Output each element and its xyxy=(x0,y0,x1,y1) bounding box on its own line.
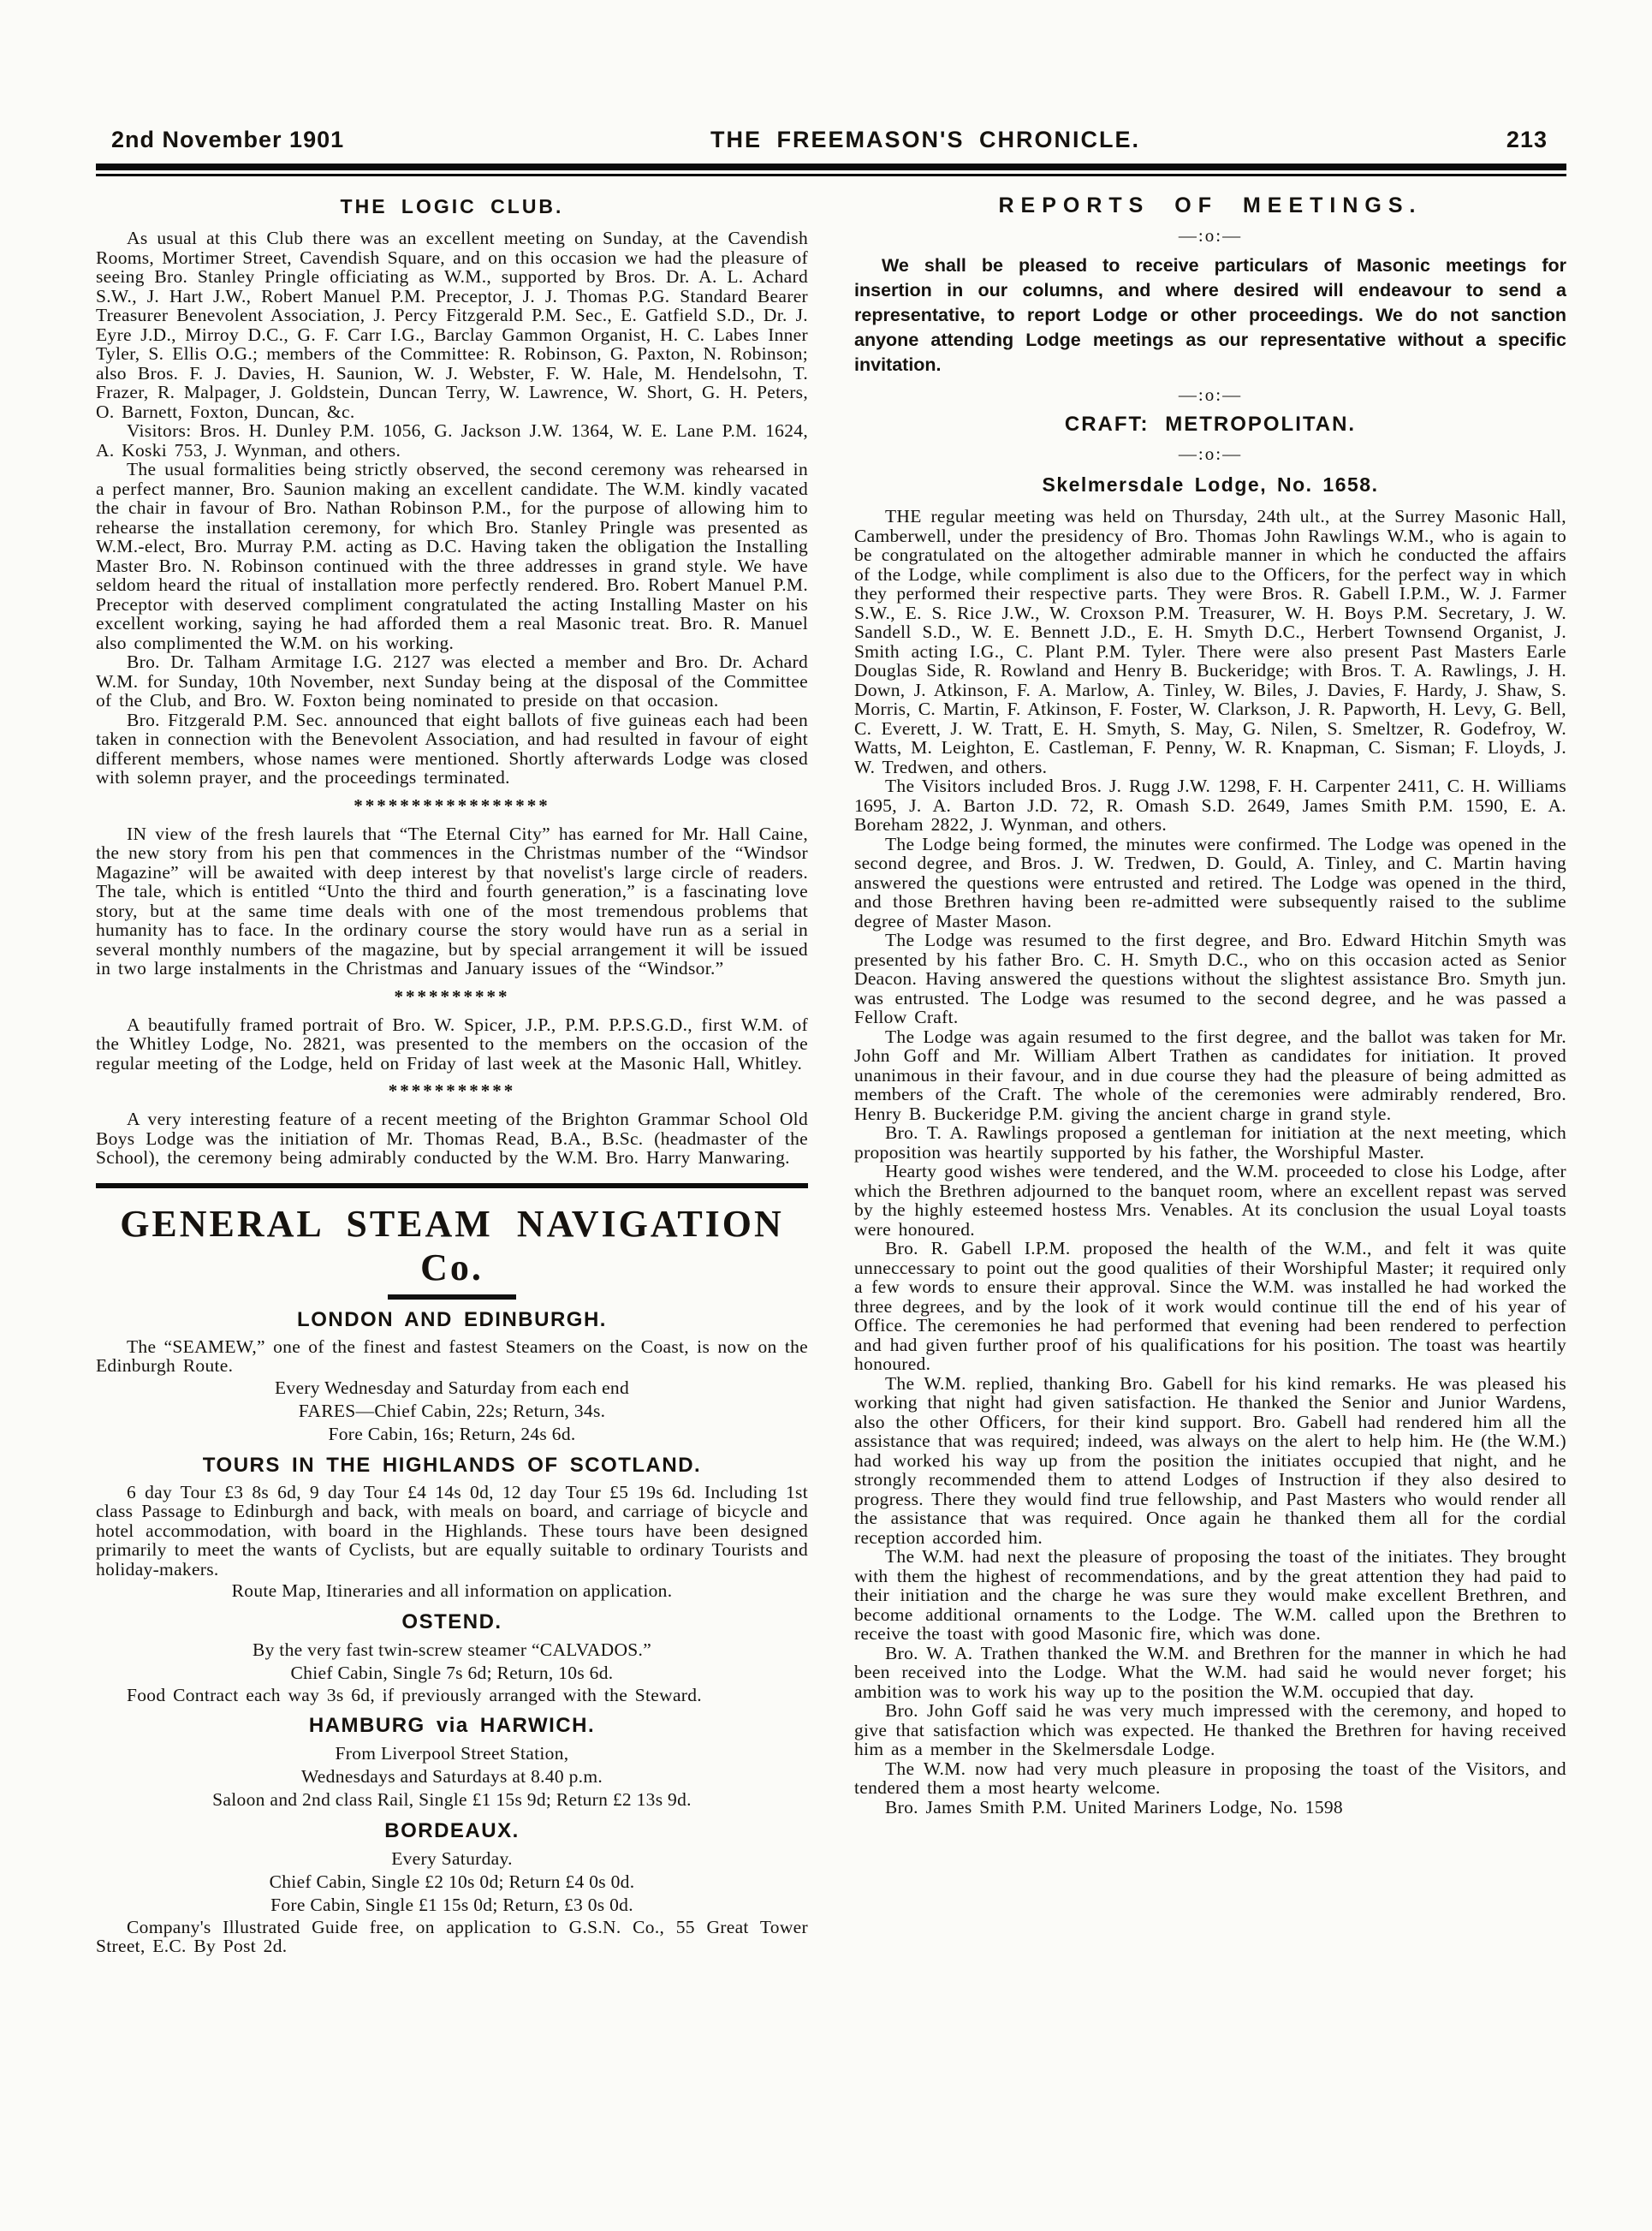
asterisk-divider: *********** xyxy=(388,1080,516,1101)
gsn-london-heading: LONDON AND EDINBURGH. xyxy=(297,1307,607,1331)
gsn-food-paragraph: Food Contract each way 3s 6d, if previously arranged with the Steward. xyxy=(127,1685,702,1705)
skelmersdale-paragraph: The W.M. now had very much pleasure in proposing the toast of the Visitors, and tendered them a most hearty welcome. xyxy=(854,1758,1566,1798)
skelmersdale-paragraph: The Visitors included Bros. J. Rugg J.W. 1298, F. H. Carpenter 2411, C. H. Williams 1695, J. A. Barton J.D. 72, R. Omash S.D. 2649, James Smith P.M. 1590, E. A. Boreham 2822, J. Wynman, and others. xyxy=(854,776,1566,835)
gsn-hamburg-line: From Liverpool Street Station, xyxy=(335,1742,569,1764)
skelmersdale-paragraph: The Lodge was again resumed to the first degree, and the ballot was taken for Mr. John Goff and Mr. William Albert Trathen as candidates for initiation. It proved unanimous in their favour, and in due course they had the pleasure of being admitted as members of the Craft. The whole of the ceremonies were admirably rendered, Bro. Henry B. Buckeridge P.M. giving the ancient charge in grand style. xyxy=(854,1026,1566,1124)
skelmersdale-paragraph: Bro. R. Gabell I.P.M. proposed the health of the W.M., and felt it was quite unneccessary to point out the good qualities of their Worshipful Master; it required only a few words to ensure their approval. Since the W.M. was installed he had worked the three degrees, and by the look of it work would continue till the end of his year of Office. The ceremonies he had performed that evening had been rendered to perfection and had given further proof of his qualifications for his position. The toast was heartily honoured. xyxy=(854,1238,1566,1374)
skelmersdale-paragraph: The W.M. had next the pleasure of proposing the toast of the initiates. They brought with them the highest of recommendations, and by the great attention they had paid to their initiation and the charge he was sure they would make excellent Brethren, and become additional ornaments to the Lodge. The W.M. called upon the Brethren to receive the toast with good Masonic fire, which was done. xyxy=(854,1546,1566,1644)
gsn-ostend-line: By the very fast twin-screw steamer “CALVADOS.” xyxy=(252,1639,652,1660)
skelmersdale-paragraph: The Lodge was resumed to the first degree, and Bro. Edward Hitchin Smyth was presented by his father Bro. C. H. Smyth D.C., who on this occasion acted as Senior Deacon. Having answered the questions without the slightest assistance Bro. Smyth jun. was entrusted. The Lodge was resumed to the second degree, and he was passed a Fellow Craft. xyxy=(854,930,1566,1027)
skelmersdale-paragraph: Hearty good wishes were tendered, and the W.M. proceeded to close his Lodge, after which the Brethren adjourned to the banquet room, where an excellent repast was served by the highly esteemed hostess Mrs. Venables. At its conclusion the usual Loyal toasts were honoured. xyxy=(854,1161,1566,1240)
gsn-bordeaux-heading: BORDEAUX. xyxy=(384,1818,520,1842)
gsn-bordeaux-line: Chief Cabin, Single £2 10s 0d; Return £4 0s 0d. xyxy=(269,1871,635,1892)
reports-of-meetings-heading: REPORTS OF MEETINGS. xyxy=(998,193,1423,217)
masthead-rule xyxy=(96,164,1566,176)
gsn-hamburg-line: Saloon and 2nd class Rail, Single £1 15s 9d; Return £2 13s 9d. xyxy=(212,1788,692,1810)
asterisk-divider: ***************** xyxy=(354,794,550,816)
gsn-fares-line: Fore Cabin, 16s; Return, 24s 6d. xyxy=(328,1423,576,1444)
gsn-title-rule xyxy=(388,1294,516,1300)
masthead-date: 2nd November 1901 xyxy=(111,127,345,152)
gsn-fares-line: FARES—Chief Cabin, 22s; Return, 34s. xyxy=(298,1400,606,1421)
asterisk-divider: ********** xyxy=(394,985,510,1007)
gsn-bordeaux-line: Every Saturday. xyxy=(391,1847,513,1869)
gsn-seamew-paragraph: The “SEAMEW,” one of the finest and fastest Steamers on the Coast, is now on the Edinburgh Route. xyxy=(96,1336,808,1376)
right-column xyxy=(854,190,1566,1958)
gsn-hamburg-heading: HAMBURG via HARWICH. xyxy=(308,1713,596,1737)
skelmersdale-lodge-heading: Skelmersdale Lodge, No. 1658. xyxy=(1042,473,1379,496)
skelmersdale-paragraph: Bro. T. A. Rawlings proposed a gentleman for initiation at the next meeting, which proposition was heartily supported by his father, the Worshipful Master. xyxy=(854,1122,1566,1163)
page-masthead xyxy=(96,127,1566,153)
advert-top-rule xyxy=(96,1183,808,1188)
logic-club-paragraph: As usual at this Club there was an excellent meeting on Sunday, at the Cavendish Rooms, Mortimer Street, Cavendish Square, and on this occasion we had the pleasure of seeing Bro. Stanley Pringle officiating as W.M., supported by Bros. Dr. A. L. Achard S.W., J. Hart J.W., Robert Manuel P.M. Preceptor, J. J. Thomas P.G. Standard Bearer Treasurer Benevolent Association, J. Percy Fitzgerald P.M. Sec., E. Gatfield S.D., Dr. J. Eyre J.D., Mirroy D.C., G. F. Carr I.G., Barclay Gammon Organist, H. C. Labes Inner Tyler, S. Ellis O.G.; members of the Committee: R. Robinson, G. Paxton, N. Robinson; also Bros. F. J. Davies, H. Saunion, W. J. Webster, F. W. Hale, M. Hendelsohn, T. Frazer, R. Malpager, J. Goldstein, Duncan Terry, W. Lawrence, W. Short, G. H. Peters, O. Barnett, Foxton, Duncan, &c. xyxy=(96,228,808,422)
gsn-bordeaux-line: Fore Cabin, Single £1 15s 0d; Return, £3 0s 0d. xyxy=(270,1894,633,1915)
gsn-tours-paragraph: 6 day Tour £3 8s 6d, 9 day Tour £4 14s 0d, 12 day Tour £5 19s 6d. Including 1st class Passage to Edinburgh and back, with meals on board, and carriage of bicycle and hotel accommodation, with board in the Highlands. These tours have been designed primarily to meet the wants of Cyclists, but are equally suitable to ordinary Tourists and holiday-makers. xyxy=(96,1481,808,1580)
spicer-portrait-paragraph: A beautifully framed portrait of Bro. W. Spicer, J.P., P.M. P.P.S.G.D., first W.M. of the Whitley Lodge, No. 2821, was presented to the members on the occasion of the regular meeting of the Lodge, held on Friday of last week at the Masonic Hall, Whitley. xyxy=(96,1014,808,1074)
logic-club-paragraph: The usual formalities being strictly observed, the second ceremony was rehearsed in a perfect manner, Bro. Saunion making an excellent candidate. The W.M. kindly vacated the chair in favour of Bro. Nathan Robinson P.M., for the purpose of allowing him to rehearse the installation ceremony, for which Bro. Stanley Pringle was presented as W.M.-elect, Bro. Murray P.M. acting as D.C. Having taken the obligation the Installing Master Bro. N. Robinson continued with the three addresses in grand style. We have seldom heard the ritual of installation more perfectly rendered. Bro. Robert Manuel P.M. Preceptor with deserved compliment congratulated the acting Installing Master on his excellent working, saying he had afforded them a real Masonic treat. Bro. R. Manuel also complimented the W.M. on his working. xyxy=(96,459,808,653)
logic-club-title: THE LOGIC CLUB. xyxy=(340,195,564,217)
skelmersdale-paragraph: Bro. James Smith P.M. United Mariners Lodge, No. 1598 xyxy=(885,1796,1343,1818)
ornament-divider: —:o:— xyxy=(1178,443,1243,464)
skelmersdale-paragraph: Bro. John Goff said he was very much impressed with the ceremony, and hoped to give that satisfaction which was expected. He thanked the Brethren for having received him as a member in the Skelmersdale Lodge. xyxy=(854,1700,1566,1759)
masthead-page-number: 213 xyxy=(1506,127,1548,152)
gsn-advert xyxy=(96,1202,808,1956)
ornament-divider: —:o:— xyxy=(1178,384,1243,405)
left-column xyxy=(96,190,808,1958)
logic-club-paragraph: Bro. Fitzgerald P.M. Sec. announced that eight ballots of five guineas each had been taken in connection with the Benevolent Association, and had resulted in favour of eight different members, whose names were mentioned. Shortly afterwards Lodge was closed with solemn prayer, and the proceedings terminated. xyxy=(96,709,808,788)
gsn-route-line: Route Map, Itineraries and all information on application. xyxy=(231,1580,673,1601)
gsn-tours-heading: TOURS IN THE HIGHLANDS OF SCOTLAND. xyxy=(202,1453,702,1477)
gsn-advert-title: GENERAL STEAM NAVIGATION Co. xyxy=(120,1202,784,1288)
logic-club-paragraph: Visitors: Bros. H. Dunley P.M. 1056, G. Jackson J.W. 1364, W. E. Lane P.M. 1624, A. Koski 753, J. Wynman, and others. xyxy=(96,420,808,461)
gsn-schedule-line: Every Wednesday and Saturday from each end xyxy=(274,1377,630,1398)
craft-metropolitan-heading: CRAFT: METROPOLITAN. xyxy=(1064,413,1357,436)
ornament-divider: —:o:— xyxy=(1178,225,1243,246)
brighton-lodge-paragraph: A very interesting feature of a recent meeting of the Brighton Grammar School Old Boys Lodge was the initiation of Mr. Thomas Read, B.A., B.Sc. (headmaster of the School), the ceremony being admirably conducted by the W.M. Bro. Harry Manwaring. xyxy=(96,1109,808,1168)
page-columns xyxy=(96,190,1566,1958)
skelmersdale-paragraph: The W.M. replied, thanking Bro. Gabell for his kind remarks. He was pleased his working that night had given satisfaction. He thanked the Senior and Junior Wardens, also the other Officers, for their kind support. Bro. Gabell had rendered him all the assistance that was required; indeed, was always on the alert to help him. He (the W.M.) had worked his way up from the position the initiates occupied that night, and he strongly recommended them to attend Lodges of Instruction if they also desired to progress. There they would find true fellowship, and Past Masters who would render all the assistance that was required. Once again he thanked them all for the cordial reception accorded him. xyxy=(854,1372,1566,1548)
gsn-guide-paragraph: Company's Illustrated Guide free, on application to G.S.N. Co., 55 Great Tower Street, E.C. By Post 2d. xyxy=(96,1916,808,1956)
logic-club-paragraph: Bro. Dr. Talham Armitage I.G. 2127 was elected a member and Bro. Dr. Achard W.M. for Sunday, 10th November, next Sunday being at the disposal of the Committee of the Club, and Bro. W. Foxton being nominated to preside on that occasion. xyxy=(96,651,808,711)
skelmersdale-paragraph: THE regular meeting was held on Thursday, 24th ult., at the Surrey Masonic Hall, Camberwell, under the presidency of Bro. Thomas John Rawlings W.M., who is again to be congratulated on the altogether admirable manner in which he conducted the affairs of the Lodge, while compliment is also due to the Officers, for the perfect way in which they performed their respective parts. They were Bros. R. Gabell I.P.M., W. J. Farmer S.W., E. S. Rice J.W., W. Croxson P.M. Treasurer, W. H. Boys P.M. Secretary, J. W. Sandell S.D., W. E. Bennett J.D., E. H. Smyth D.C., Herbert Townsend Organist, J. Smith acting I.G., C. Plant P.M. Tyler. There were also present Past Masters Earle Douglas Side, R. Rowland and Henry B. Buckeridge; with Bros. T. A. Rawlings, J. H. Down, J. Atkinson, F. A. Marlow, A. Tinley, W. Biles, J. Davies, F. Hardy, J. Shaw, S. Morris, C. Martin, F. Atkinson, F. Foster, W. Clarkson, J. R. Papworth, H. Levy, G. Bell, C. Everett, J. W. Tratt, E. H. Smyth, S. May, G. Nilen, S. Smeltzer, R. Godefroy, W. Watts, M. Leighton, E. Castleman, F. Penny, W. R. Knapman, C. Sisman; F. Lloyds, J. W. Tredwen, and others. xyxy=(854,506,1566,777)
gsn-ostend-line: Chief Cabin, Single 7s 6d; Return, 10s 6d. xyxy=(290,1663,614,1683)
gsn-hamburg-line: Wednesdays and Saturdays at 8.40 p.m. xyxy=(300,1765,603,1787)
masthead-title: THE FREEMASON'S CHRONICLE. xyxy=(710,127,1140,152)
skelmersdale-paragraph: Bro. W. A. Trathen thanked the W.M. and Brethren for the manner in which he had been received into the Lodge. What the W.M. had said he would never forget; his ambition was to work his way up to the position the W.M. occupied that day. xyxy=(854,1642,1566,1702)
gsn-ostend-heading: OSTEND. xyxy=(401,1610,502,1633)
reports-notice-paragraph: We shall be pleased to receive particulars of Masonic meetings for insertion in our columns, and where desired will endeavour to send a representative, to report Lodge or other proceedings. We do not sanction anyone attending Lodge meetings as our representative without a specific invitation. xyxy=(854,255,1566,375)
eternal-city-paragraph: IN view of the fresh laurels that “The Eternal City” has earned for Mr. Hall Caine, the new story from his pen that commences in the Christmas number of the “Windsor Magazine” will be awaited with deep interest by that novelist's large circle of readers. The tale, which is entitled “Unto the third and fourth generation,” is a fascinating love story, but at the same time deals with one of the most tremendous problems that humanity has to face. In the ordinary course the story would have run as a serial in several monthly numbers of the magazine, but by special arrangement it will be issued in two large instalments in the Christmas and January issues of the “Windsor.” xyxy=(96,823,808,979)
skelmersdale-paragraph: The Lodge being formed, the minutes were confirmed. The Lodge was opened in the second degree, and Bros. J. W. Tredwen, D. Gould, A. Tinley, and C. Martin having answered the questions were entrusted and retired. The Lodge was opened in the third, and those Brethren having been re-admitted were subsequently raised to the sublime degree of Master Mason. xyxy=(854,833,1566,931)
